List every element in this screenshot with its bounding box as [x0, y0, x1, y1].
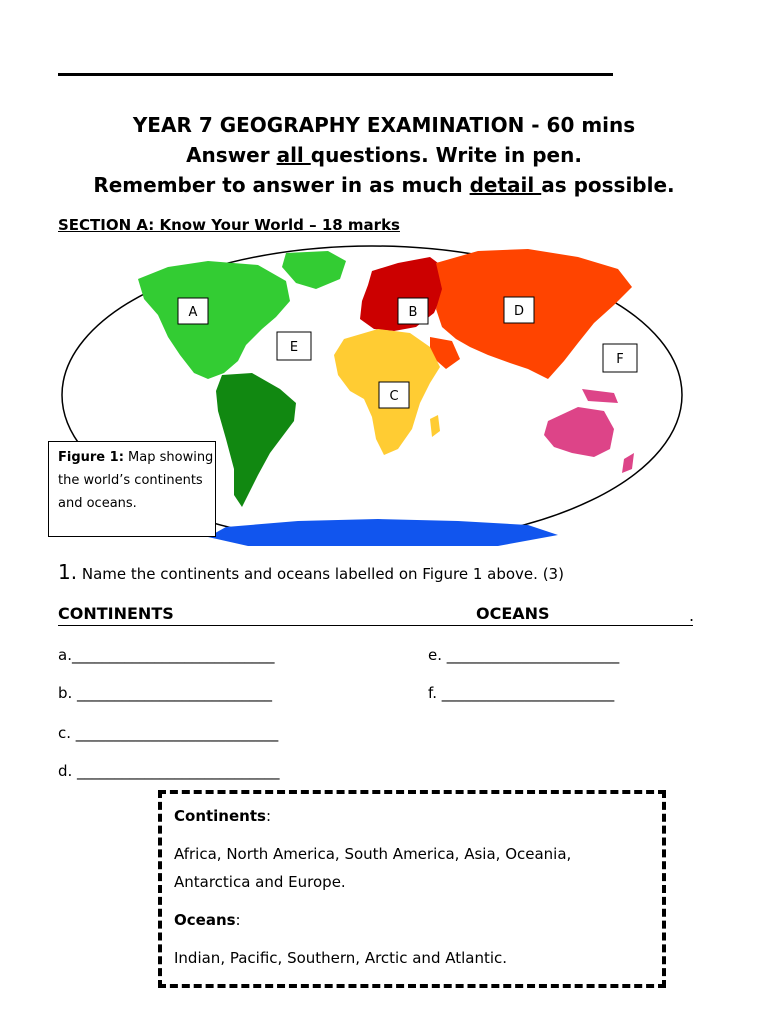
word-bank — [158, 790, 666, 988]
continents-heading: CONTINENTS — [58, 604, 174, 623]
oceans-list: Indian, Pacific, Southern, Arctic and Atlantic. — [174, 949, 508, 967]
top-rule — [58, 73, 613, 76]
map-label-a — [178, 298, 208, 324]
word-bank-colon: : — [265, 807, 271, 825]
question-number: 1. — [58, 560, 78, 584]
continents-list: Africa, North America, South America, Asia, Oceania, Antarctica and Europe. — [174, 845, 572, 891]
exam-title: YEAR 7 GEOGRAPHY EXAMINATION - 60 mins — [132, 113, 636, 137]
instruction-text: Remember to answer in as much — [93, 173, 470, 197]
answer-line-e[interactable]: e. _______________________ — [428, 646, 620, 664]
oceans-heading-line — [174, 906, 650, 934]
svg-text:A: A — [188, 305, 198, 320]
instruction-line-2 — [0, 170, 768, 200]
answer-line-b[interactable]: b. __________________________ — [58, 684, 273, 702]
caption-text: Map showing the world’s continents and oceans. — [58, 450, 214, 511]
map-label-f — [603, 344, 637, 372]
answer-line-f[interactable]: f. _______________________ — [428, 684, 615, 702]
exam-header — [0, 110, 768, 200]
map-label-c — [379, 382, 409, 408]
answer-line-c[interactable]: c. ___________________________ — [58, 724, 279, 742]
svg-text:D: D — [513, 304, 525, 319]
instruction-text: questions. Write in pen. — [310, 143, 582, 167]
oceans-heading: OCEANS — [476, 604, 550, 623]
svg-text:F: F — [616, 352, 624, 367]
section-title: SECTION A: Know Your World – 18 marks — [58, 216, 400, 234]
svg-text:C: C — [389, 389, 399, 404]
instruction-line-1 — [0, 140, 768, 170]
map-label-e — [277, 332, 311, 360]
svg-text:E: E — [289, 340, 299, 355]
heading-trail: . — [689, 606, 695, 625]
svg-text:B: B — [408, 305, 418, 320]
answer-line-d[interactable]: d. ___________________________ — [58, 762, 280, 780]
word-bank-colon: : — [235, 911, 241, 929]
question-text: Name the continents and oceans labelled on Figure 1 above. (3) — [77, 565, 564, 583]
map-label-d — [504, 297, 534, 323]
caption-label: Figure 1: — [58, 450, 124, 465]
instruction-text: as possible. — [541, 173, 675, 197]
word-bank-label: Continents — [174, 807, 266, 825]
instruction-emphasis: all — [276, 143, 311, 167]
answer-line-a[interactable]: a.___________________________ — [58, 646, 275, 664]
word-bank-label: Oceans — [174, 911, 236, 929]
instruction-text: Answer — [186, 143, 277, 167]
instruction-emphasis: detail — [469, 173, 542, 197]
continents-heading-line — [174, 802, 650, 830]
question-1 — [58, 560, 564, 584]
map-label-b — [398, 298, 428, 324]
figure-caption — [48, 441, 216, 537]
answer-headings — [58, 604, 693, 626]
